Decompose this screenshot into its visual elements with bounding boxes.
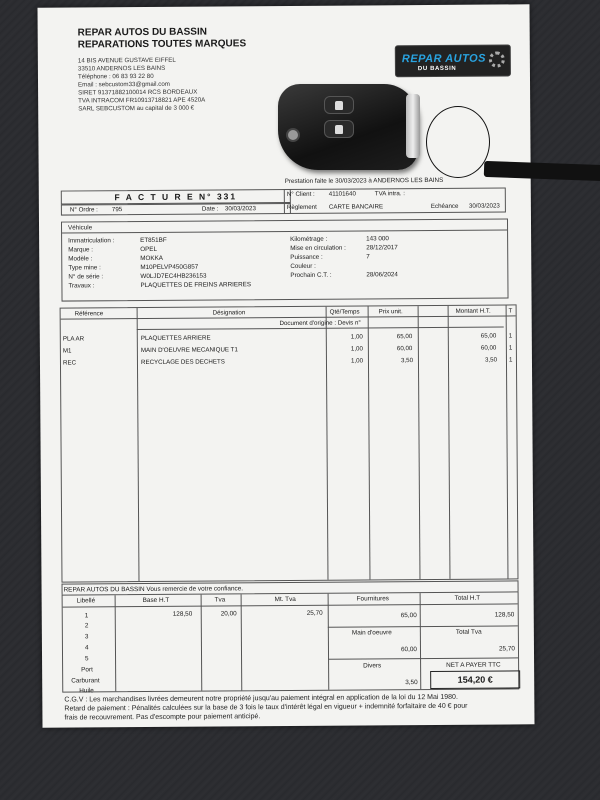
company-name-line2: REPARATIONS TOUTES MARQUES [77, 38, 247, 51]
tva-intra-label: TVA intra. : [374, 190, 405, 198]
order-number-label: N° Ordre : [69, 206, 98, 214]
payment-method-label: Règlement [286, 203, 317, 211]
row-tax-code: 1 [508, 344, 513, 352]
vehicle-value: MOKKA [140, 254, 164, 263]
column-divider [137, 308, 140, 581]
vehicle-label: Travaux : [68, 282, 95, 290]
row-tax-code: 1 [508, 332, 513, 340]
company-logo [395, 44, 511, 77]
total-ht-value: 128,50 [494, 611, 515, 619]
invoice-date-label: Date : [201, 205, 219, 213]
tva-rate-index: 4 [84, 644, 89, 652]
total-tva-label: Total Tva [455, 628, 482, 636]
row-quantity: 1,00 [350, 345, 363, 353]
company-address-block [78, 57, 206, 114]
key-chrome-trim [406, 94, 420, 158]
divider [328, 625, 518, 627]
totals-header-tva: Tva [214, 596, 226, 604]
column-divider [328, 594, 330, 690]
header-reference: Référence [74, 310, 104, 318]
company-tva: TVA INTRACOM FR10913718821 APE 4520A [78, 96, 206, 105]
vehicle-label: Couleur : [290, 262, 316, 270]
column-divider [448, 306, 451, 579]
logo-text-main: REPAR AUTOS [401, 52, 487, 66]
payment-method-value: CARTE BANCAIRE [328, 203, 384, 211]
divers-label: Divers [363, 662, 382, 670]
column-divider [241, 594, 243, 690]
key-fob-body [278, 84, 418, 170]
header-unit-price: Prix unit. [378, 308, 403, 316]
vehicle-label: Kilométrage : [290, 235, 328, 243]
vehicle-header: Véhicule [62, 219, 507, 233]
company-siret: SIRET 91371882100014 RCS BORDEAUX [78, 88, 198, 97]
invoice-lines-table [60, 304, 519, 582]
main-oeuvre-label: Main d'oeuvre [351, 629, 392, 637]
vehicle-label: Immatriculation : [68, 237, 115, 245]
net-to-pay-label: NET A PAYER TTC [446, 661, 501, 669]
totals-header-total-ht: Total H.T [454, 594, 481, 602]
row-amount: 3,50 [484, 356, 498, 364]
due-date-value: 30/03/2023 [468, 202, 500, 210]
row-unit-price: 65,00 [396, 333, 413, 341]
fournitures-value: 65,00 [400, 612, 417, 620]
lock-button-icon [324, 120, 354, 138]
invoice-date-value: 30/03/2023 [224, 205, 256, 213]
carburant-label: Carburant [71, 677, 100, 685]
divider [328, 657, 518, 659]
tva-rate-index: 1 [84, 612, 89, 620]
thank-you-note: REPAR AUTOS DU BASSIN Vous remercie de votre confiance. [62, 580, 519, 594]
totals-header-label: Libellé [76, 597, 96, 605]
vehicle-value: W0LJD7EC4HB236153 [140, 272, 207, 281]
tva-rate-index: 3 [84, 633, 89, 641]
company-email: Email : sebcustom33@gmail.com [78, 80, 170, 89]
row-quantity: 1,00 [350, 333, 363, 341]
row-designation: RECYCLAGE DES DECHETS [140, 358, 225, 367]
vehicle-value: M10PELVP450G857 [140, 263, 199, 272]
vehicle-value: 28/12/2017 [366, 244, 398, 252]
company-name [78, 26, 247, 51]
row-amount: 60,00 [480, 344, 497, 352]
mt-tva-value: 25,70 [306, 609, 323, 617]
lanyard-loop [426, 106, 490, 178]
due-date-label: Echéance [430, 202, 459, 210]
tva-rate-index: 5 [85, 655, 89, 663]
vehicle-label: N° de série : [68, 273, 104, 281]
company-city: 33510 ANDERNOS LES BAINS [77, 64, 166, 73]
row-unit-price: 60,00 [396, 345, 413, 353]
row-reference: PLA AR [62, 335, 85, 343]
row-reference: M1 [62, 347, 72, 355]
key-release-button-icon [286, 128, 300, 142]
port-label: Port [81, 666, 93, 674]
row-unit-price: 3,50 [400, 357, 414, 365]
row-tax-code: 1 [508, 356, 513, 364]
totals-header-mt-tva: Mt. Tva [274, 595, 296, 604]
terms-conditions [64, 692, 524, 722]
logo-text-sub: DU BASSIN [417, 65, 457, 73]
client-info-box [284, 187, 506, 214]
row-designation: MAIN D'OEUVRE MECANIQUE T1 [140, 346, 238, 355]
totals-header-base: Base H.T [142, 596, 170, 605]
huile-label: Huile [79, 687, 94, 695]
gear-icon [489, 51, 505, 67]
column-divider [115, 595, 117, 691]
company-name-line1: REPAR AUTOS DU BASSIN [77, 26, 207, 39]
vehicle-value: OPEL [140, 245, 158, 254]
vehicle-section [61, 218, 509, 301]
row-amount: 65,00 [480, 332, 497, 340]
terms-line1: C.G.V : Les marchandises livrées demeurent notre propriété jusqu'au paiement intégral en application de la loi du 12 Mai 1980. [64, 693, 458, 704]
row-reference: REC [62, 359, 77, 367]
column-divider [201, 595, 203, 691]
header-designation: Désignation [212, 309, 246, 317]
column-divider [368, 306, 371, 579]
terms-line2: Retard de paiement : Pénalités calculées sur la base de 3 fois le taux d'intérêt légal en vigueur + indemnité forfaitaire de 40 € pour [64, 702, 468, 713]
unlock-button-icon [324, 96, 354, 114]
car-key-fob [278, 84, 438, 179]
tva-rate-value: 20,00 [220, 610, 237, 618]
terms-line3: frais de recouvrement. Pas d'escompte pour paiement anticipé. [64, 713, 261, 722]
tva-rate-index: 2 [84, 622, 89, 630]
client-number-label: N° Client : [286, 190, 315, 198]
vehicle-value: ET851BF [140, 236, 167, 245]
totals-header-divider [63, 603, 518, 607]
vehicle-label: Modèle : [68, 255, 93, 263]
order-number-value: 795 [111, 206, 123, 214]
vehicle-label: Mise en circulation : [290, 244, 346, 252]
header-quantity: Qté/Temps [329, 308, 360, 316]
vehicle-label: Marque : [68, 246, 94, 254]
key-lanyard [436, 140, 600, 180]
invoice-order-row [61, 203, 291, 216]
column-divider [326, 307, 329, 580]
vehicle-label: Prochain C.T. : [290, 271, 332, 279]
vehicle-value: PLAQUETTES DE FREINS ARRIERES [140, 281, 252, 290]
main-oeuvre-value: 60,00 [400, 646, 418, 654]
lanyard-strap [484, 161, 600, 181]
row-designation: PLAQUETTES ARRIERE [140, 334, 211, 343]
divers-value: 3,50 [405, 679, 418, 687]
row-quantity: 1,00 [350, 357, 364, 365]
vehicle-value: 143 000 [366, 235, 389, 243]
column-divider [418, 306, 421, 579]
client-number-value: 41101640 [328, 190, 356, 198]
vehicle-value: 7 [366, 253, 370, 261]
vehicle-label: Type mine : [68, 264, 101, 272]
invoice-title: F A C T U R E N° 331 [61, 189, 291, 205]
header-amount: Montant H.T. [455, 307, 491, 315]
company-address: 14 BIS AVENUE GUSTAVE EIFFEL [77, 56, 176, 65]
base-ht-value: 128,50 [172, 610, 193, 618]
vehicle-label: Puissance : [290, 253, 323, 261]
total-tva-value: 25,70 [498, 645, 516, 653]
origin-document-row: Document d'origine : Devis n° [137, 316, 504, 330]
company-phone: Téléphone : 06 83 93 22 80 [77, 72, 154, 81]
header-tax-code: T [508, 307, 513, 315]
prestation-note: Prestation faite le 30/03/2023 à ANDERNOS LES BAINS [284, 176, 444, 186]
column-divider [420, 593, 422, 689]
vehicle-value: 28/06/2024 [366, 271, 398, 279]
totals-header-fournitures: Fournitures [356, 595, 389, 603]
net-to-pay-value: 154,20 € [430, 670, 520, 689]
vehicle-row [68, 236, 114, 245]
company-sarl: SARL SEBCUSTOM au capital de 3 000 € [78, 104, 195, 113]
totals-section [62, 591, 520, 695]
